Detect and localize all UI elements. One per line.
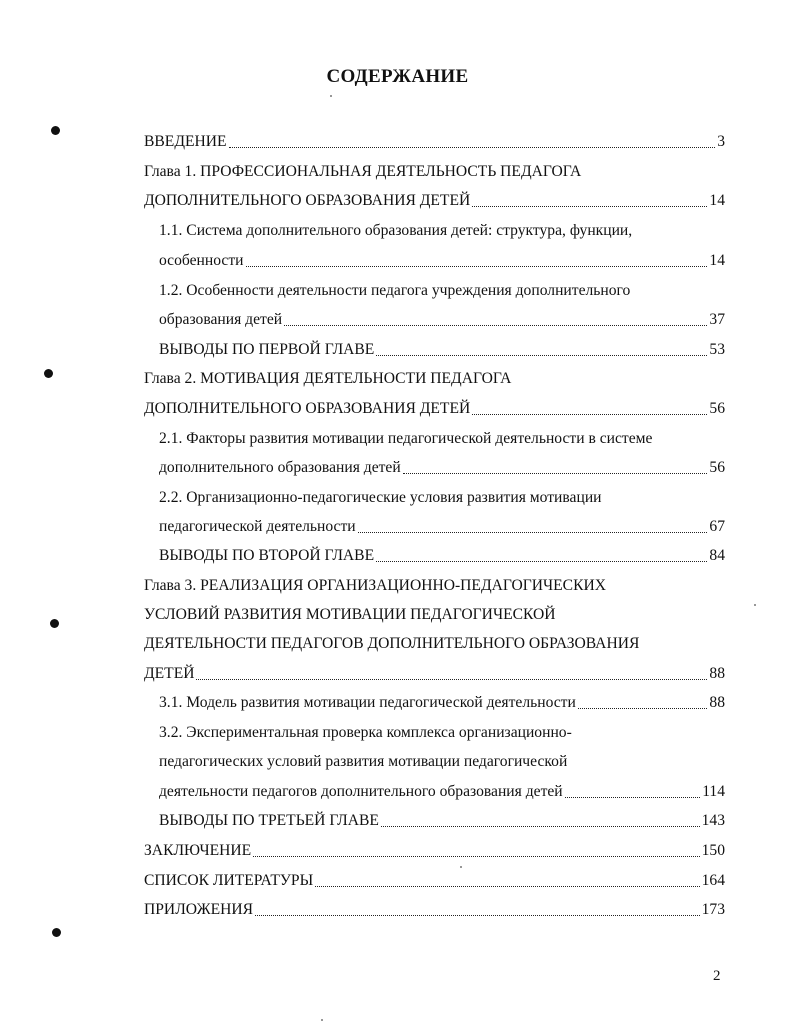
toc-entry-label: ВЫВОДЫ ПО ТРЕТЬЕЙ ГЛАВЕ [159,812,379,829]
toc-entry-label: 3.1. Модель развития мотивации педагогической деятельности [159,694,576,711]
toc-entry-references[interactable] [144,871,725,891]
toc-entry-label: ДОПОЛНИТЕЛЬНОГО ОБРАЗОВАНИЯ ДЕТЕЙ [144,400,471,417]
toc-entry-label: ЗАКЛЮЧЕНИЕ [144,842,252,859]
leader-dots [196,678,707,680]
toc-entry-page: 37 [709,311,725,328]
leader-dots [229,146,716,148]
toc-entry-page: 67 [709,518,725,535]
toc-entry-label: ДЕТЕЙ [144,665,195,682]
toc-entry-section-1-1-line [159,221,632,241]
toc-entry-section-3-2[interactable] [159,782,725,802]
toc-entry-label: педагогических условий развития мотивации педагогической [159,753,568,770]
leader-dots [578,707,708,709]
toc-entry-label: деятельности педагогов дополнительного образования детей [159,783,563,800]
toc-entry-conclusions-3[interactable] [159,811,725,831]
toc-entry-page: 143 [701,812,725,829]
page-number: 2 [713,968,721,984]
toc-entry-section-3-2-line [159,723,572,743]
toc-entry-label: Глава 1. ПРОФЕССИОНАЛЬНАЯ ДЕЯТЕЛЬНОСТЬ ПЕДАГОГА [144,163,582,180]
toc-entry-label: ПРИЛОЖЕНИЯ [144,901,254,918]
toc-entry-chapter-2-line [144,369,511,389]
toc-entry-label: Глава 2. МОТИВАЦИЯ ДЕЯТЕЛЬНОСТИ ПЕДАГОГА [144,370,512,387]
toc-entry-page: 114 [702,783,725,800]
toc-entry-label: ДЕЯТЕЛЬНОСТИ ПЕДАГОГОВ ДОПОЛНИТЕЛЬНОГО ОБРАЗОВАНИЯ [144,635,640,652]
toc-entry-label: 3.2. Экспериментальная проверка комплекса организационно- [159,724,572,741]
toc-entry-section-2-2-line [159,488,602,508]
leader-dots [376,354,707,356]
toc-entry-label: УСЛОВИЙ РАЗВИТИЯ МОТИВАЦИИ ПЕДАГОГИЧЕСКОЙ [144,606,556,623]
toc-entry-conclusions-1[interactable] [159,340,725,360]
scan-speck [754,604,756,606]
toc-entry-chapter-3[interactable] [144,664,725,684]
toc-entry-label: 1.2. Особенности деятельности педагога учреждения дополнительного [159,282,631,299]
toc-entry-conclusion[interactable] [144,841,725,861]
toc-entry-section-1-2-line [159,281,630,301]
toc-entry-label: 2.1. Факторы развития мотивации педагогической деятельности в системе [159,430,653,447]
toc-entry-section-1-1[interactable] [159,251,725,271]
toc-entry-page: 164 [701,872,725,889]
toc-entry-appendix[interactable] [144,900,725,920]
binding-hole-mark [50,619,59,628]
binding-hole-mark [44,369,53,378]
scan-speck [321,1019,323,1021]
toc-entry-section-1-2[interactable] [159,310,725,330]
leader-dots [376,560,707,562]
toc-entry-chapter-1[interactable] [144,191,725,211]
scan-speck [330,95,332,97]
toc-entry-label: 1.1. Система дополнительного образования детей: структура, функции, [159,222,633,239]
leader-dots [255,914,700,916]
toc-entry-page: 88 [709,694,725,711]
toc-entry-section-2-2[interactable] [159,517,725,537]
toc-entry-page: 88 [709,665,725,682]
toc-entry-label: дополнительного образования детей [159,459,401,476]
toc-entry-label: СПИСОК ЛИТЕРАТУРЫ [144,872,314,889]
binding-hole-mark [52,928,61,937]
toc-entry-label: ВВЕДЕНИЕ [144,133,227,150]
toc-entry-chapter-3-line [144,634,639,654]
toc-entry-section-3-1[interactable] [159,693,725,713]
toc-entry-chapter-1-line [144,162,581,182]
toc-entry-page: 56 [709,459,725,476]
toc-entry-label: Глава 3. РЕАЛИЗАЦИЯ ОРГАНИЗАЦИОННО-ПЕДАГОГИЧЕСКИХ [144,577,607,594]
leader-dots [565,796,701,798]
leader-dots [472,413,707,415]
toc-entry-section-2-1[interactable] [159,458,725,478]
toc-entry-label: особенности [159,252,244,269]
binding-hole-mark [51,126,60,135]
leader-dots [284,324,707,326]
leader-dots [403,472,708,474]
scan-speck [460,866,462,868]
toc-entry-page: 150 [701,842,725,859]
toc-entry-section-2-1-line [159,429,652,449]
leader-dots [246,265,708,267]
toc-entry-page: 56 [709,400,725,417]
toc-entry-conclusions-2[interactable] [159,546,725,566]
toc-entry-label: педагогической деятельности [159,518,356,535]
leader-dots [358,531,708,533]
toc-entry-label: образования детей [159,311,283,328]
leader-dots [381,825,700,827]
toc-entry-chapter-3-line [144,576,606,596]
toc-entry-label: ВЫВОДЫ ПО ПЕРВОЙ ГЛАВЕ [159,341,375,358]
toc-entry-label: 2.2. Организационно-педагогические условия развития мотивации [159,489,602,506]
page-title: СОДЕРЖАНИЕ [326,66,469,87]
leader-dots [253,855,699,857]
toc-entry-label: ВЫВОДЫ ПО ВТОРОЙ ГЛАВЕ [159,547,375,564]
toc-entry-introduction[interactable] [144,132,725,152]
toc-entry-page: 53 [709,341,725,358]
leader-dots [315,885,699,887]
toc-entry-label: ДОПОЛНИТЕЛЬНОГО ОБРАЗОВАНИЯ ДЕТЕЙ [144,192,471,209]
toc-entry-page: 84 [709,547,725,564]
toc-entry-section-3-2-line [159,752,567,772]
toc-entry-chapter-3-line [144,605,556,625]
toc-entry-page: 14 [709,192,725,209]
toc-entry-page: 14 [709,252,725,269]
leader-dots [472,205,707,207]
toc-entry-chapter-2[interactable] [144,399,725,419]
toc-entry-page: 173 [701,901,725,918]
toc-entry-page: 3 [717,133,725,150]
